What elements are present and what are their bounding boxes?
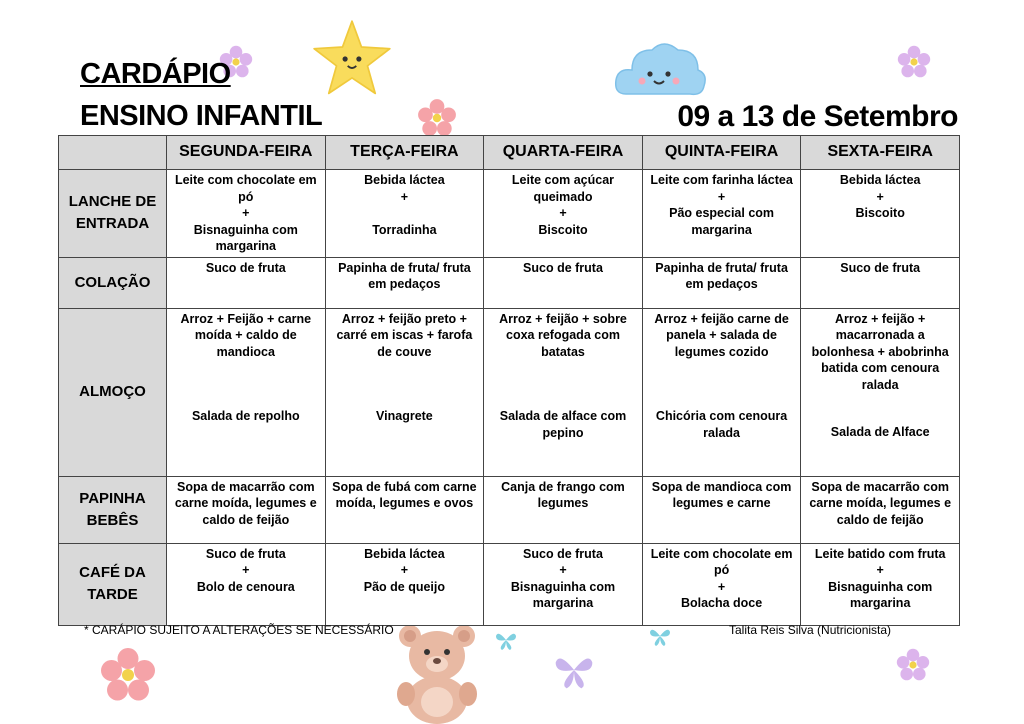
footer-note: * CARÁPIO SUJEITO A ALTERAÇÕES SE NECESSÁRIO	[84, 623, 394, 637]
menu-cell: Sopa de macarrão com carne moída, legumes e caldo de feijão	[167, 476, 326, 543]
day-header: TERÇA-FEIRA	[325, 136, 484, 170]
flower-icon	[895, 647, 931, 683]
menu-cell: Papinha de fruta/ fruta em pedaços	[642, 257, 801, 308]
butterfly-icon	[494, 628, 518, 652]
flower-icon	[416, 97, 458, 139]
menu-cell: Suco de fruta + Bolo de cenoura	[167, 543, 326, 625]
butterfly-icon	[552, 648, 596, 692]
menu-cell: Leite com chocolate em pó + Bisnaguinha com margarina	[167, 170, 326, 258]
date-range: 09 a 13 de Setembro	[677, 100, 958, 133]
cloud-icon	[612, 34, 708, 104]
menu-cell: Leite com açúcar queimado + Biscoito	[484, 170, 643, 258]
footer-author: Talita Reis Silva (Nutricionista)	[729, 623, 892, 637]
menu-cell: Arroz + Feijão + carne moída + caldo de mandioca Salada de repolho	[167, 308, 326, 476]
menu-cell: Sopa de macarrão com carne moída, legumes e caldo de feijão	[801, 476, 960, 543]
page-subtitle: ENSINO INFANTIL	[80, 100, 323, 132]
menu-cell: Sopa de mandioca com legumes e carne	[642, 476, 801, 543]
menu-table	[58, 135, 960, 626]
table-row	[59, 476, 960, 543]
page-title: CARDÁPIO	[80, 58, 231, 90]
menu-cell: Bebida láctea + Pão de queijo	[325, 543, 484, 625]
meal-label: COLAÇÃO	[59, 257, 167, 308]
day-header: SEGUNDA-FEIRA	[167, 136, 326, 170]
menu-cell: Leite batido com fruta + Bisnaguinha com margarina	[801, 543, 960, 625]
flower-icon	[98, 645, 158, 705]
menu-cell: Suco de fruta + Bisnaguinha com margarina	[484, 543, 643, 625]
menu-cell: Papinha de fruta/ fruta em pedaços	[325, 257, 484, 308]
menu-cell: Suco de fruta	[167, 257, 326, 308]
menu-cell: Canja de frango com legumes	[484, 476, 643, 543]
table-header-row	[59, 136, 960, 170]
table-row	[59, 257, 960, 308]
teddy-bear-icon	[392, 620, 482, 724]
meal-label: CAFÉ DA TARDE	[59, 543, 167, 625]
day-header: QUINTA-FEIRA	[642, 136, 801, 170]
table-row	[59, 543, 960, 625]
day-header: SEXTA-FEIRA	[801, 136, 960, 170]
menu-cell: Suco de fruta	[801, 257, 960, 308]
menu-cell: Arroz + feijão preto + carré em iscas + farofa de couve Vinagrete	[325, 308, 484, 476]
menu-cell: Bebida láctea + Torradinha	[325, 170, 484, 258]
menu-cell: Leite com chocolate em pó + Bolacha doce	[642, 543, 801, 625]
menu-cell: Arroz + feijão + macarronada a bolonhesa + abobrinha batida com cenoura ralada Salada de Alface	[801, 308, 960, 476]
menu-cell: Arroz + feijão + sobre coxa refogada com batatas Salada de alface com pepino	[484, 308, 643, 476]
menu-cell: Bebida láctea + Biscoito	[801, 170, 960, 258]
table-row	[59, 308, 960, 476]
menu-cell: Sopa de fubá com carne moída, legumes e ovos	[325, 476, 484, 543]
star-icon	[308, 16, 396, 102]
menu-cell: Suco de fruta	[484, 257, 643, 308]
meal-label: PAPINHA BEBÊS	[59, 476, 167, 543]
day-header: QUARTA-FEIRA	[484, 136, 643, 170]
flower-icon	[896, 44, 932, 80]
corner-cell	[59, 136, 167, 170]
meal-label: ALMOÇO	[59, 308, 167, 476]
butterfly-icon	[648, 624, 672, 648]
menu-cell: Arroz + feijão carne de panela + salada de legumes cozido Chicória com cenoura ralada	[642, 308, 801, 476]
meal-label: LANCHE DE ENTRADA	[59, 170, 167, 258]
table-row	[59, 170, 960, 258]
menu-cell: Leite com farinha láctea + Pão especial com margarina	[642, 170, 801, 258]
